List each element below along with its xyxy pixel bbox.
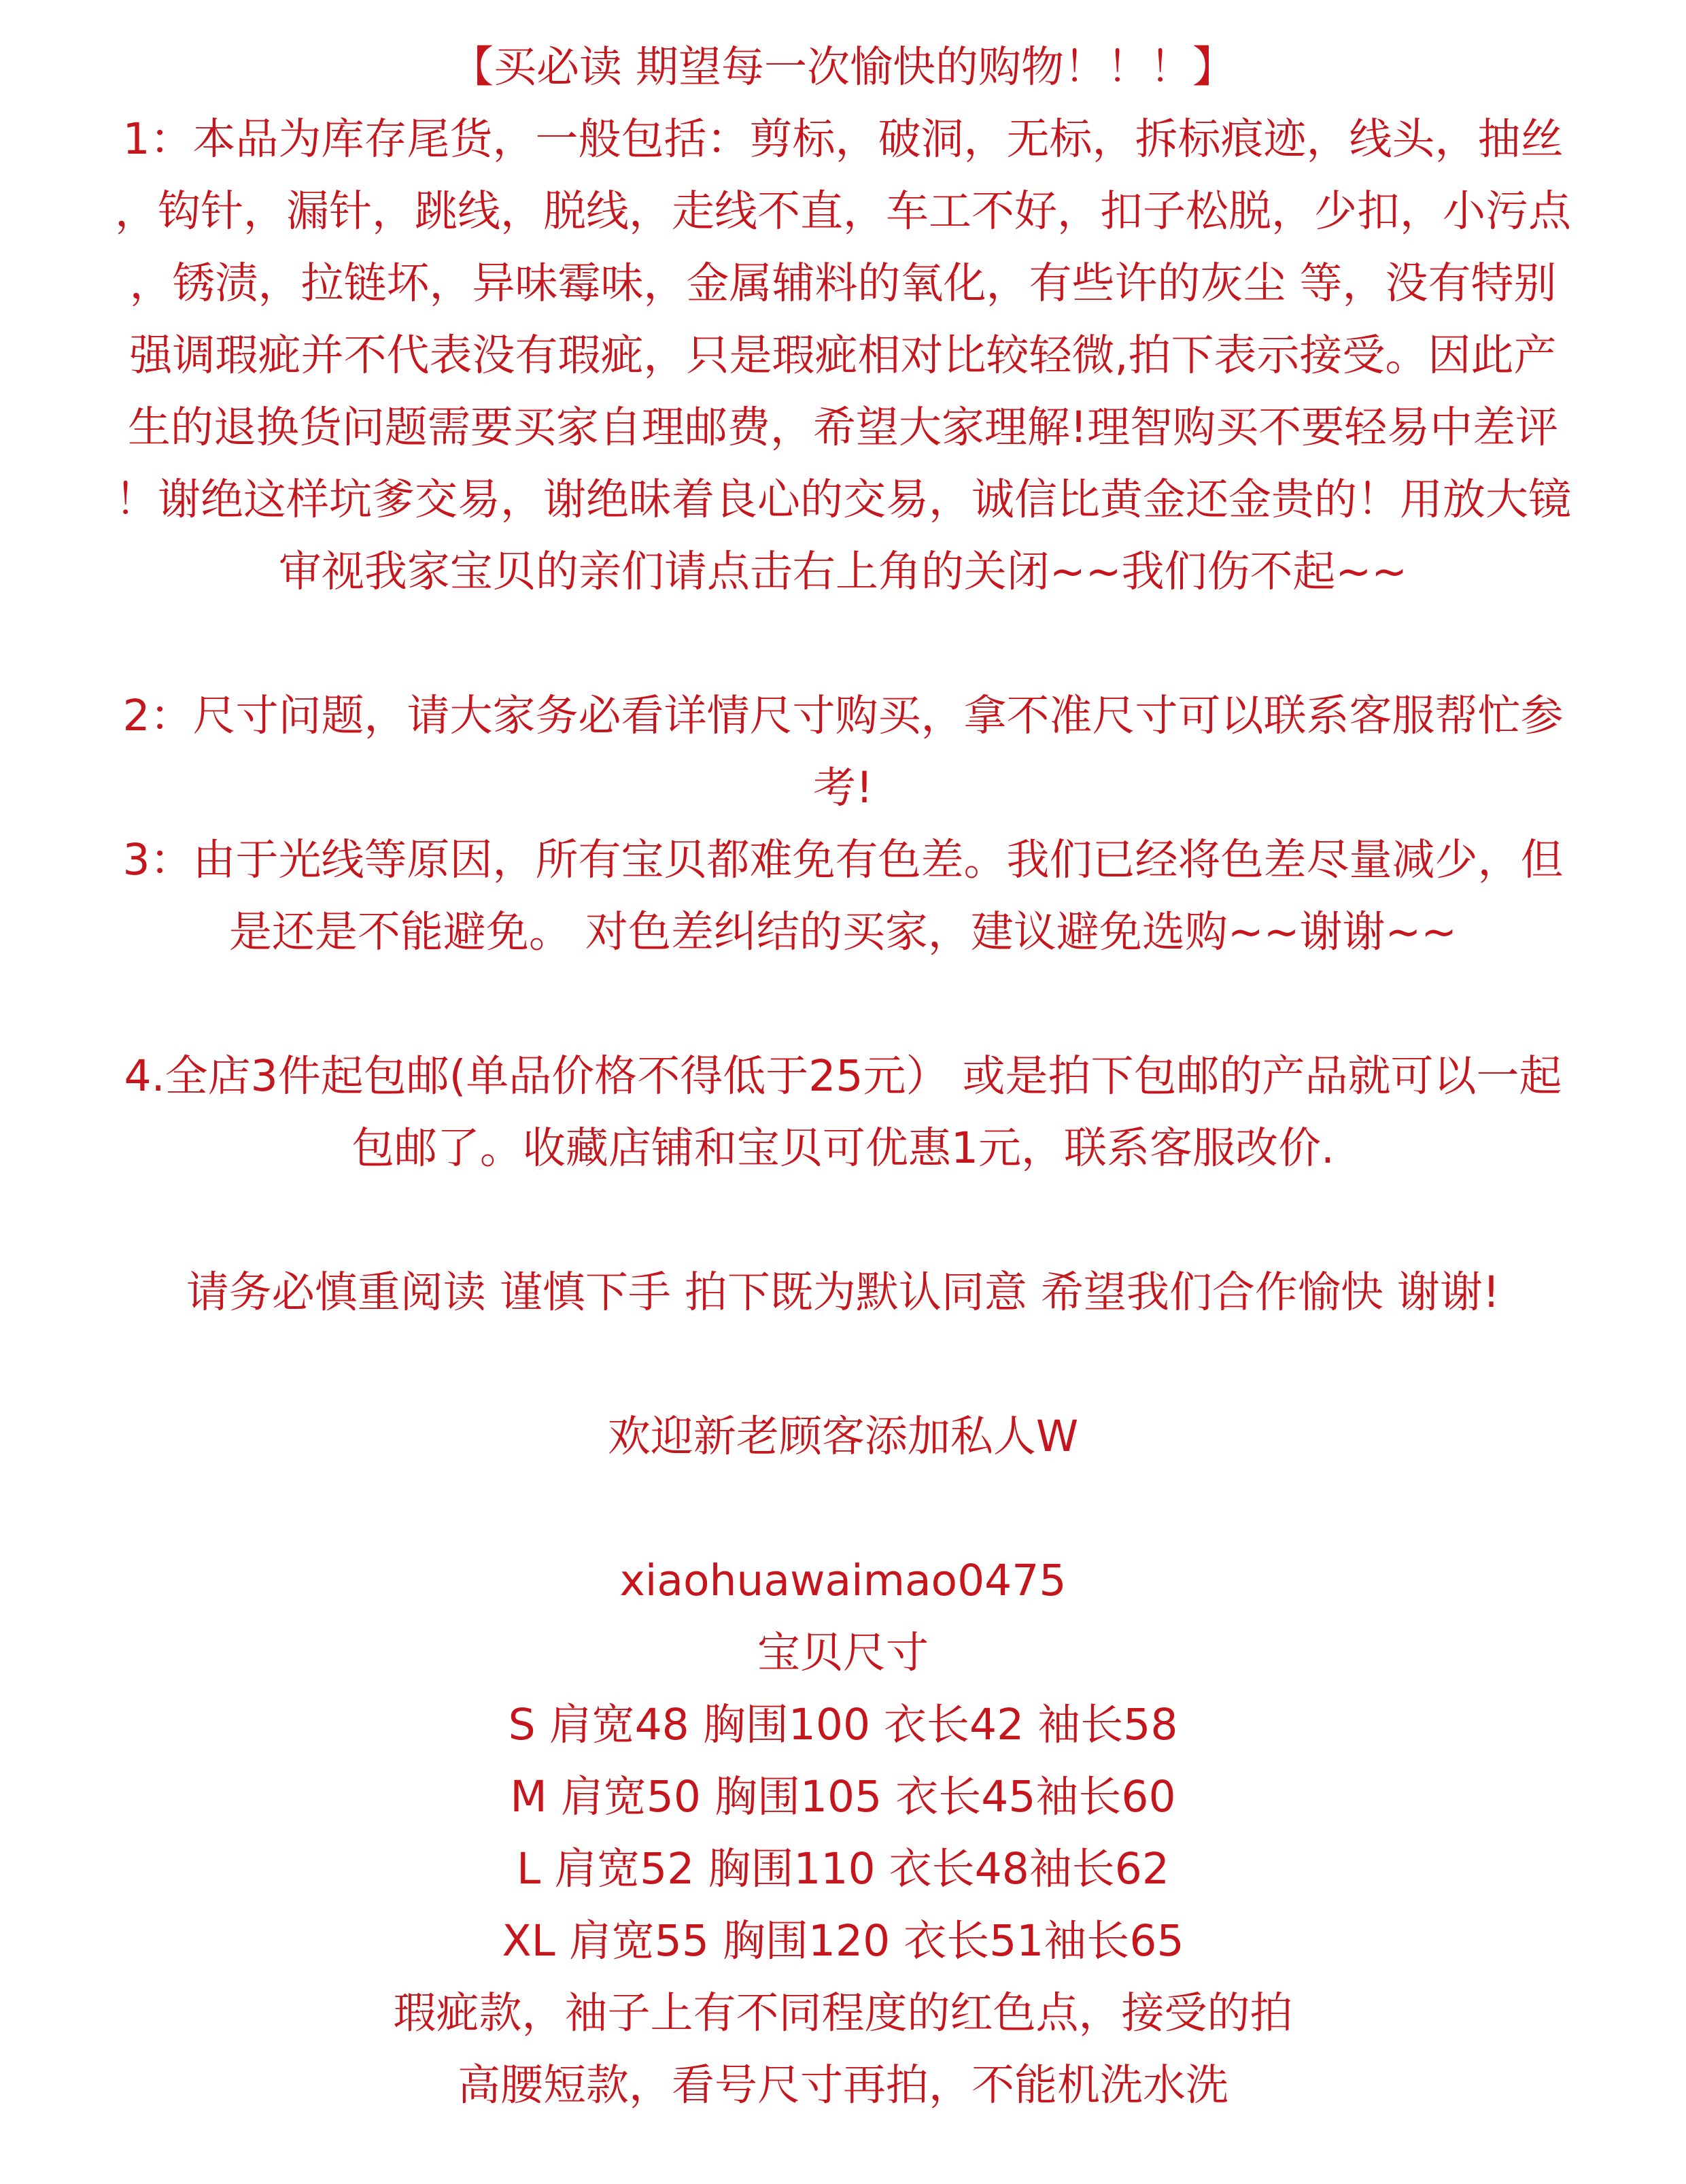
read-carefully-line: 请务必慎重阅读 谨慎下手 拍下既为默认同意 希望我们合作愉快 谢谢! — [186, 1267, 1500, 1317]
remark-line: 高腰短款，看号尺寸再拍，不能机洗水洗 — [458, 2060, 1228, 2110]
point1-line: ！谢绝这样坑爹交易，谢绝昧着良心的交易，诚信比黄金还金贵的！用放大镜 — [115, 475, 1571, 524]
remark-line: 瑕疵款，袖子上有不同程度的红色点，接受的拍 — [393, 1988, 1293, 2038]
spacer — [14, 968, 1672, 1040]
size-row: S 肩宽48 胸围100 衣长42 袖长58 — [508, 1700, 1178, 1750]
notice-document — [14, 31, 1672, 2121]
point1-line: 强调瑕疵并不代表没有瑕疵，只是瑕疵相对比较轻微,拍下表示接受。因此产 — [129, 330, 1557, 380]
notice-title: 【买必读 期望每一次愉快的购物！！！】 — [450, 42, 1236, 92]
spacer — [14, 1184, 1672, 1257]
point1-line: 1：本品为库存尾货，一般包括：剪标，破洞，无标，拆标痕迹，线头，抽丝 — [122, 114, 1564, 164]
point4-line: 包邮了。收藏店铺和宝贝可优惠1元，联系客服改价. — [351, 1123, 1335, 1173]
size-heading: 宝贝尺寸 — [757, 1628, 929, 1677]
point2-line: 考! — [812, 763, 874, 813]
point2-line: 2：尺寸问题，请大家务必看详情尺寸购买，拿不准尺寸可以联系客服帮忙参 — [122, 691, 1564, 740]
size-row: M 肩宽50 胸围105 衣长45袖长60 — [510, 1772, 1176, 1822]
spacer — [14, 1329, 1672, 1401]
wechat-id: xiaohuawaimao0475 — [619, 1556, 1067, 1605]
welcome-line: 欢迎新老顾客添加私人W — [607, 1412, 1079, 1461]
point1-line: ，锈渍，拉链坏，异味霉味，金属辅料的氧化，有些许的灰尘 等，没有特别 — [129, 258, 1557, 308]
point4-line: 4.全店3件起包邮(单品价格不得低于25元） 或是拍下包邮的产品就可以一起 — [124, 1051, 1562, 1101]
point3-line: 是还是不能避免。 对色差纠结的买家，建议避免选购~~谢谢~~ — [228, 907, 1458, 957]
size-row: L 肩宽52 胸围110 衣长48袖长62 — [517, 1844, 1169, 1894]
point3-line: 3：由于光线等原因，所有宝贝都难免有色差。我们已经将色差尽量减少，但 — [122, 835, 1564, 885]
point1-line: 生的退换货问题需要买家自理邮费，希望大家理解!理智购买不要轻易中差评 — [127, 403, 1559, 452]
spacer — [14, 1473, 1672, 1545]
spacer — [14, 608, 1672, 680]
point1-line: 审视我家宝贝的亲们请点击右上角的关闭~~我们伤不起~~ — [278, 547, 1408, 596]
point1-line: ，钩针，漏针，跳线，脱线，走线不直，车工不好，扣子松脱，少扣，小污点 — [115, 186, 1571, 236]
size-row: XL 肩宽55 胸围120 衣长51袖长65 — [502, 1916, 1184, 1966]
